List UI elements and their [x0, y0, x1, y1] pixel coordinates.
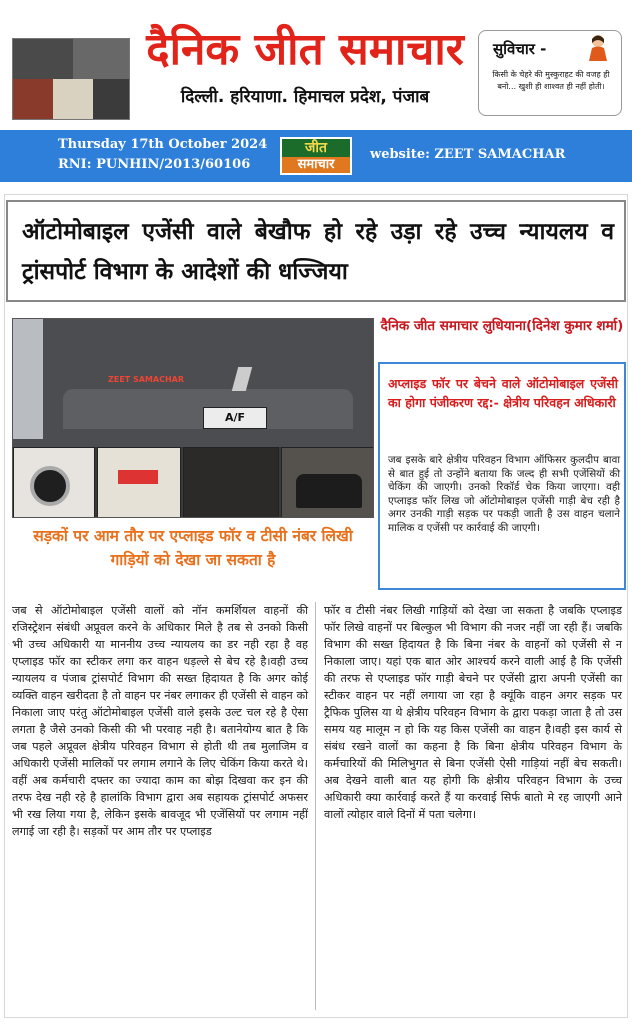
sidebar-info-box — [378, 362, 626, 590]
rni-number: RNI: PUNHIN/2013/60106 — [58, 157, 251, 172]
logo-line-2: समाचार — [282, 157, 350, 173]
website-label: website: ZEET SAMACHAR — [370, 147, 566, 162]
thumb-dark-car — [183, 447, 279, 518]
thumb-wheel — [13, 447, 95, 518]
info-band — [0, 130, 632, 182]
photo-caption: सड़कों पर आम तौर पर एप्लाइड फॉर व टीसी नंबर लिखी गाड़ियों को देखा जा सकता है — [33, 527, 353, 569]
issue-date: Thursday 17th October 2024 — [58, 137, 268, 152]
news-photo — [12, 318, 374, 518]
column-divider — [315, 602, 316, 1010]
masthead — [0, 0, 632, 128]
logo-line-1: जीत — [305, 140, 327, 156]
suvichar-quote: किसी के चेहरे की मुस्कुराहट की वजह ही बनो... खुशी ही शाश्वत ही नहीं होती। — [492, 70, 610, 91]
sidebar-heading: अप्लाइड फॉर पर बेचने वाले ऑटोमोबाइल एजेंसी का होगा पंजीकरण रद्द:- क्षेत्रीय परिवहन अधिकारी — [388, 376, 618, 410]
main-headline: ऑटोमोबाइल एजेंसी वाले बेखौफ हो रहे उड़ा रहे उच्च न्यायलय व ट्रांसपोर्ट विभाग के आदेशों की धज्जिया — [22, 219, 614, 285]
newspaper-title: दैनिक जीत समाचार — [146, 24, 464, 75]
headline-box — [6, 200, 626, 302]
article-column-left: जब से ऑटोमोबाइल एजेंसी वालों को नॉन कमर्शियल वाहनों की रजिस्ट्रेशन संबंधी अप्रूवल करने के अधिकार मिले है तब से उनको किसी भी उच्च अधिकारी या माननीय उच्च न्यायलय का डर नही रहा है वह एप्लाइड फॉर का स्टीकर लगा कर वाहन धड़ल्ले से बेच रहे है।वही उच्च न्यायलय व पंजाब ट्रांसपोर्ट विभाग की सख्त हिदायत है कि अगर कोई व्यक्ति वाहन खरीदता है तो वाहन पर नंबर लगाकर ही एजेंसी से वाहन को निकाला जाए परंतु ऑटोमोबाइल एजेंसी वाले इसके उल्ट चल रहे है ऐसा लगता है जैसे उनको किसी की भी परवाह नही है। बतानेयोग्य बात है कि जब पहले अप्रूवल क्षेत्रीय परिवहन विभाग से होती थी तब मुलाजिम व अधिकारी एजेंसी मालिकों पर लगाम लगाने के लिए चेकिंग किया करते थे। वहीं अब कर्मचारी दफ्तर का ज्यादा काम का बोझ दिखवा कर इन की तरफ देख नही रहे है हालांकि विभाग द्वारा अब सहायक ट्रांसपोर्ट अफसर भी रख लिया गया है, लेकिन इसके बावजूद भी एजेंसियों पर लगाम नहीं लगाई जा रही है। सड़कों पर आम तौर पर एप्लाइड — [12, 604, 308, 838]
woman-figure-icon — [583, 33, 613, 61]
photo-watermark: ZEET SAMACHAR — [108, 375, 184, 384]
thumb-suv — [281, 447, 374, 518]
suvichar-label: सुविचार - — [493, 40, 547, 58]
suvichar-box — [478, 30, 622, 116]
article-column-right: फॉर व टीसी नंबर लिखी गाड़ियों को देखा जा सकता है जबकि एप्लाइड फॉर लिखे वाहनों पर बिल्कुल भी विभाग की नजर नहीं जा रही हैं। जबकि विभाग की सख्त हिदायत है कि बिना नंबर के वाहनों को एजेंसी से न निकाला जाए। यहां एक बात ओर आश्चर्य करने वाली आई है कि एजेंसी की तरफ से एप्लाइड फॉर गाड़ी बेचने पर एजेंसी द्वारा अपनी एजेंसी का स्टीकर वाहन पर नहीं लगाया जा रहा है क्यूंकि वाहन अगर सड़क पर ट्रैफिक पुलिस या थे क्षेत्रीय परिवहन विभाग के द्वारा पकड़ा जाता है तो उस समय यह मालूम न हो कि यह किस एजेंसी का वाहन है।वही इस कार्य से संबंध रखने वालों का कहना है कि बिना क्षेत्रीय परिवहन विभाग के कर्मचारियों की मिलिभुगत से बिना एजेंसी ऐसी गाड़ियां नहीं बेच सकती। अब देखने वाली बात यह होगी कि क्षेत्रीय परिवहन विभाग के उच्च अधिकारी क्या कार्रवाई करते हैं या करवाई सिर्फ बातो मे रह जाएगी आने वालों त्योहार वाले दिनों में पता चलेगा। — [324, 604, 622, 821]
thumb-red-tag — [97, 447, 181, 518]
masthead-photo — [12, 38, 130, 120]
jeet-samachar-logo — [280, 137, 352, 175]
applied-for-plate: A/F — [203, 407, 267, 429]
sidebar-body: जब इसके बारे क्षेत्रीय परिवहन विभाग ऑफिसर कुलदीप बावा से बात हुई तो उन्होंने बताया कि जल्द ही सभी एजेंसियों की चेकिंग की जाएगी। उनको रिकॉर्ड चेक किया जाएगा। वही एप्लाइड फॉर लिख जो ऑटोमोबाइल एजेंसी गाड़ी बेच रही है अगर उनकी गाड़ी सड़क पर पकड़ी जाती है उस वाहन चलाने मालिक व एजेंसी पर कार्रवाई की जाएगी। — [388, 454, 620, 534]
newspaper-regions: दिल्ली. हरियाणा. हिमाचल प्रदेश, पंजाब — [180, 87, 430, 107]
byline: दैनिक जीत समाचार लुधियाना(दिनेश कुमार शर्मा) — [380, 318, 624, 334]
